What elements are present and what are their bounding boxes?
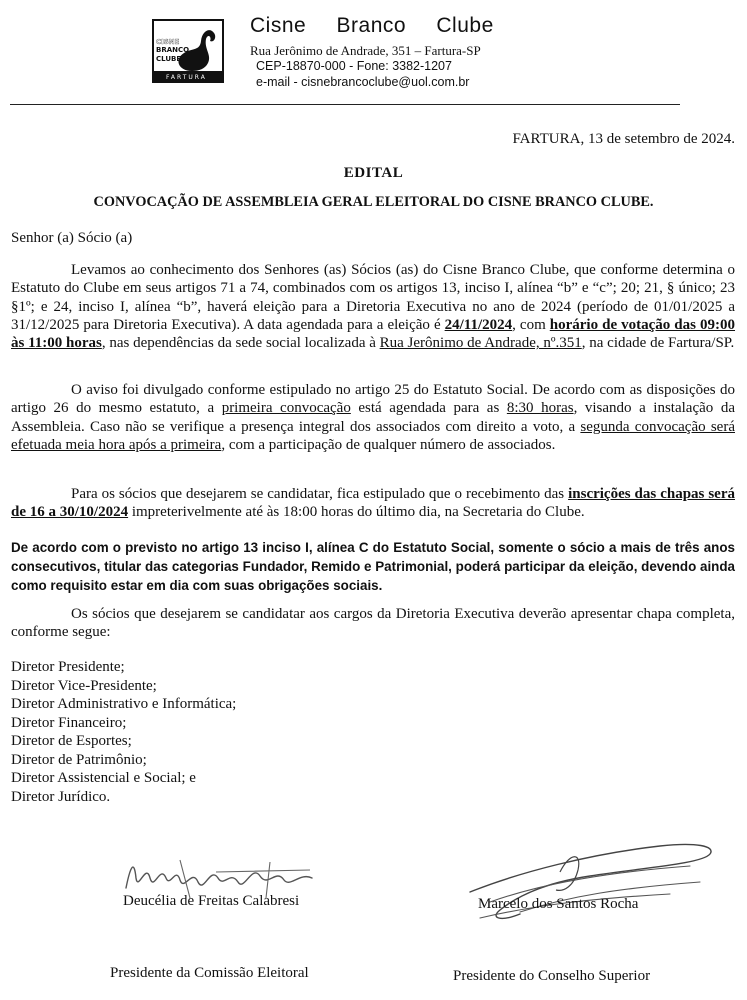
right-signatory-name: Marcelo dos Santos Rocha bbox=[478, 896, 639, 912]
club-cep-phone: CEP-18870-000 - Fone: 3382-1207 bbox=[256, 59, 452, 73]
right-signature-icon bbox=[460, 832, 730, 928]
voting-hours: horário de votação das 09:00 às 11:00 horas bbox=[11, 316, 736, 352]
header-divider bbox=[10, 104, 680, 105]
date-line: FARTURA, 13 de setembro de 2024. bbox=[512, 131, 735, 147]
paragraph-convocation: O aviso foi divulgado conforme estipulado no artigo 25 do Estatuto Social. De acordo com as disposições do artigo 26 do mesmo estatuto, a primeira convocação está agendada para as 8:30 horas, visando a instalação da Assembleia. Caso não se verifique a presença integral dos associados com direito a voto, a segunda convocação será efetuada meia hora após a primeira, com a participação de qualquer número de associados. bbox=[11, 382, 735, 453]
left-signatory-role: Presidente da Comissão Eleitoral bbox=[110, 965, 309, 981]
svg-text:FARTURA: FARTURA bbox=[166, 74, 207, 81]
club-address: Rua Jerônimo de Andrade, 351 – Fartura-SP bbox=[250, 43, 481, 58]
second-call: segunda convocação será efetuada meia hora após a primeira bbox=[11, 418, 735, 453]
paragraph-registration: Para os sócios que desejarem se candidatar, fica estipulado que o recebimento das inscrições das chapas será de 16 a 30/10/2024 impreterivelmente até às 18:00 horas do último dia, na Secretaria do Clube. bbox=[11, 486, 736, 521]
greeting: Senhor (a) Sócio (a) bbox=[11, 230, 133, 246]
list-item: Diretor Presidente; bbox=[11, 659, 125, 675]
list-item: Diretor Jurídico. bbox=[11, 788, 111, 805]
election-address: Rua Jerônimo de Andrade, nº.351 bbox=[379, 335, 582, 352]
document-title: EDITAL bbox=[343, 165, 404, 181]
paragraph-election: Levamos ao conhecimento dos Senhores (as) Sócios (as) do Cisne Branco Clube, que conforme determina o Estatuto do Clube em seus artigos 71 a 74, combinados com os artigos 13, inciso I, alínea “b” e “c”; 20; 21, § único; 23 §1º; e 24, inciso I, alínea “b”, haverá eleição para a Diretoria Executiva no ano de 2024 (período de 01/01/2025 a 31/12/2025 para Diretoria Executiva). A data agendada para a eleição é 24/11/2024, com horário de votação das 09:00 às 11:00 horas, nas dependências da sede social localizada à Rua Jerônimo de Andrade, nº.351, na cidade de Fartura/SP. bbox=[11, 262, 736, 352]
list-item: Diretor Financeiro; bbox=[11, 714, 127, 731]
list-item: Diretor Vice-Presidente; bbox=[11, 677, 157, 694]
registration-period: inscrições das chapas será de 16 a 30/10/2024 bbox=[11, 486, 736, 521]
left-signatory-name: Deucélia de Freitas Calabresi bbox=[123, 893, 300, 909]
paragraph-positions-intro: Os sócios que desejarem se candidatar aos cargos da Diretoria Executiva deverão apresentar chapa completa, conforme segue: bbox=[11, 606, 735, 641]
document-subtitle: CONVOCAÇÃO DE ASSEMBLEIA GERAL ELEITORAL DO CISNE BRANCO CLUBE. bbox=[93, 194, 654, 210]
svg-text:BRANCO: BRANCO bbox=[156, 46, 190, 54]
svg-text:CISNE: CISNE bbox=[156, 38, 180, 46]
list-item: Diretor de Patrimônio; bbox=[11, 751, 147, 768]
svg-text:CLUBE: CLUBE bbox=[156, 55, 182, 63]
first-call-time: 8:30 horas bbox=[506, 400, 574, 417]
club-name: Cisne Branco Clube bbox=[250, 14, 494, 37]
list-item: Diretor Administrativo e Informática; bbox=[11, 696, 237, 712]
club-logo bbox=[152, 19, 224, 83]
right-signatory-role: Presidente do Conselho Superior bbox=[453, 968, 651, 984]
list-item: Diretor Assistencial e Social; e bbox=[11, 770, 196, 786]
list-item: Diretor de Esportes; bbox=[11, 733, 132, 749]
swan-logo-icon bbox=[154, 21, 222, 81]
first-call: primeira convocação bbox=[221, 400, 351, 417]
election-date: 24/11/2024 bbox=[444, 316, 513, 333]
positions-list bbox=[11, 658, 236, 806]
club-email: e-mail - cisnebrancoclube@uol.com.br bbox=[256, 75, 470, 89]
paragraph-eligibility: De acordo com o previsto no artigo 13 inciso I, alínea C do Estatuto Social, somente o sócio a mais de três anos consecutivos, titular das categorias Fundador, Remido e Patrimonial, poderá participar da eleição, devendo ainda como requisito estar em dia com suas obrigações sociais. bbox=[11, 540, 735, 593]
